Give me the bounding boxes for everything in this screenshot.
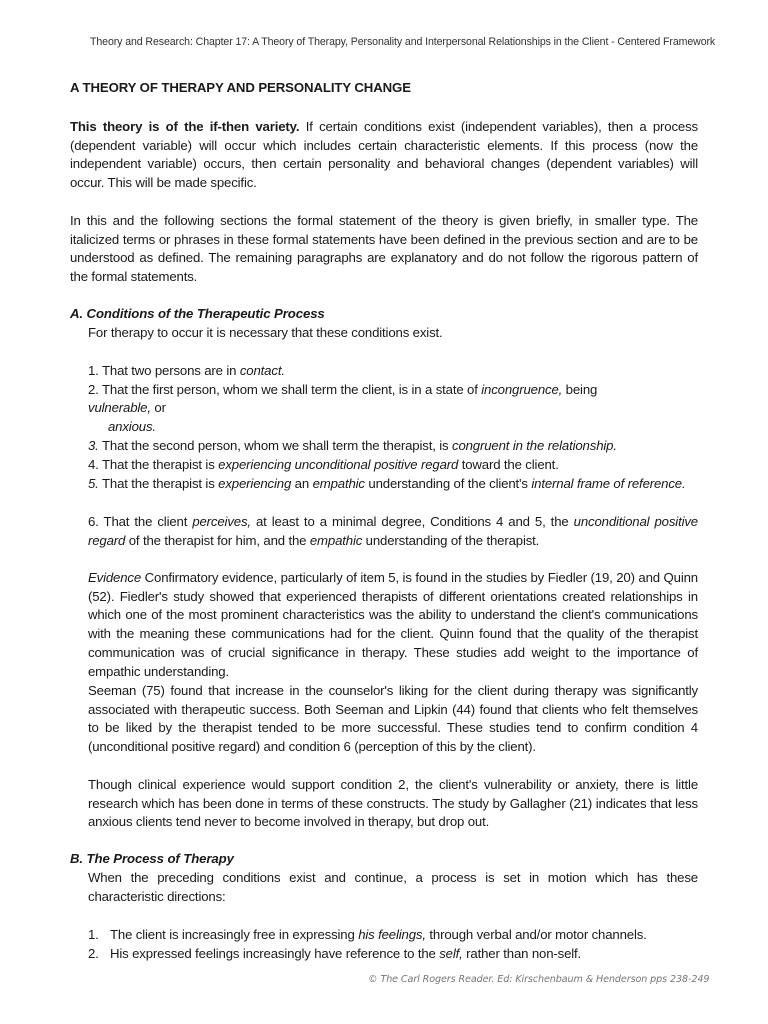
item-italic: his feelings, — [358, 927, 426, 942]
item-italic: congruent in the relationship. — [452, 438, 617, 453]
item-text: That the client — [98, 514, 193, 529]
process-item-1 — [88, 926, 698, 945]
condition-item-4 — [88, 456, 698, 475]
item-text: rather than non-self. — [462, 946, 582, 961]
item-text: at least to a minimal degree, Conditions 4 and 5, the — [250, 514, 574, 529]
item-number: 4. — [88, 457, 99, 472]
item-text: understanding of the client's — [364, 476, 532, 491]
item-text: toward the client. — [458, 457, 559, 472]
section-b-intro: When the preceding conditions exist and continue, a process is set in motion which has these characteristic directions: — [88, 870, 698, 904]
condition-item-6 — [88, 513, 698, 550]
evidence-text: Confirmatory evidence, particularly of item 5, is found in the studies by Fiedler (19, 20) and Quinn (52). Fiedler's study showed that experienced therapists of different orientations created relationships in which one of the most prominent characteristics was the ability to understand the client's communications with the meaning these communications had for the client. Quinn found that the quality of the therapist communication was of crucial significance in therapy. These studies add weight to the importance of empathic understanding. — [88, 570, 698, 679]
section-a-heading: A. Conditions of the Therapeutic Process — [70, 306, 325, 321]
item-text: understanding of the therapist. — [362, 532, 540, 548]
item-text: of the therapist for him, and the — [125, 532, 310, 548]
item-italic: contact. — [239, 363, 285, 378]
formal-note-paragraph: In this and the following sections the formal statement of the theory is given briefly, in smaller type. The italicized terms or phrases in these formal statements have been defined in the previous section and are to be understood as defined. The remaining paragraphs are explanatory and do not follow the rigorous pattern of the formal statements. — [70, 213, 698, 285]
item-number: 1. — [88, 927, 99, 942]
evidence-label: Evidence — [88, 570, 142, 585]
process-item-2 — [88, 945, 698, 964]
item-number: 2. — [88, 382, 99, 397]
section-b-heading: B. The Process of Therapy — [70, 851, 234, 866]
item-text: That the therapist is — [98, 476, 219, 491]
evidence-paragraph-1 — [88, 569, 698, 681]
item-italic: perceives, — [192, 514, 251, 529]
running-head: Theory and Research: Chapter 17: A Theory of Therapy, Personality and Interpersonal Relationships in the Client - Centered Framework — [90, 36, 716, 48]
item-text: That the first person, whom we shall term the client, is in a state of — [98, 382, 482, 397]
item-italic: experiencing unconditional positive regard — [218, 457, 459, 472]
item-text: an — [291, 476, 313, 491]
item-text: That the second person, whom we shall term the therapist, is — [98, 438, 452, 453]
item-text: through verbal and/or motor channels. — [425, 927, 647, 942]
item-text: being — [562, 382, 598, 397]
evidence-paragraph-2: Seeman (75) found that increase in the counselor's liking for the client during therapy was significantly associated with therapeutic success. Both Seeman and Lipkin (44) found that clients who felt themselves to be liked by the therapist tended to be more successful. These studies tend to confirm condition 4 (unconditional positive regard) and condition 6 (perception of this by the client). — [88, 683, 698, 755]
intro-paragraph — [70, 118, 698, 193]
intro-body: If certain conditions exist (independent variables), then a process (dependent variable) will occur which includes certain characteristic elements. If this process (now the independent variable) occurs, then certain personality and behavioral changes (dependent variables) will occur. This will be made specific. — [70, 119, 698, 191]
item-italic: vulnerable, — [88, 400, 151, 415]
condition-item-2-cont — [88, 399, 698, 418]
item-italic: unconditional positive regard — [88, 514, 698, 548]
item-italic: self, — [439, 946, 463, 961]
item-number: 5. — [88, 476, 99, 491]
item-italic: empathic — [312, 476, 365, 491]
page-title: A THEORY OF THERAPY AND PERSONALITY CHANGE — [70, 80, 411, 95]
intro-lead: This theory is of the if-then variety. — [70, 119, 300, 134]
item-italic: internal frame of reference. — [531, 476, 686, 491]
item-italic: incongruence, — [481, 382, 563, 397]
evidence-paragraph-3: Though clinical experience would support condition 2, the client's vulnerability or anxiety, there is little research which has been done in terms of these constructs. The study by Gallagher (21) indicates that less anxious clients tend never to become involved in therapy, but drop out. — [88, 777, 698, 830]
footer-citation: © The Carl Rogers Reader. Ed: Kirschenbaum & Henderson pps 238-249 — [368, 974, 710, 985]
item-text: That the therapist is — [98, 457, 219, 472]
item-number: 1. — [88, 363, 99, 378]
item-italic: experiencing — [218, 476, 292, 491]
item-italic: anxious. — [108, 419, 156, 434]
condition-item-2-cont2 — [108, 418, 718, 437]
condition-item-2 — [88, 381, 698, 400]
item-italic: empathic — [309, 532, 363, 548]
item-number: 6. — [88, 514, 99, 529]
item-number: 2. — [88, 946, 99, 961]
condition-item-3 — [88, 437, 698, 456]
item-number: 3. — [88, 438, 99, 453]
section-a-intro: For therapy to occur it is necessary that these conditions exist. — [88, 325, 443, 340]
condition-item-1 — [88, 362, 698, 381]
condition-item-5 — [88, 475, 698, 494]
item-text: The client is increasingly free in expressing — [110, 927, 359, 942]
item-text: His expressed feelings increasingly have reference to the — [110, 946, 440, 961]
item-text: That two persons are in — [98, 363, 240, 378]
item-text: or — [150, 400, 166, 415]
